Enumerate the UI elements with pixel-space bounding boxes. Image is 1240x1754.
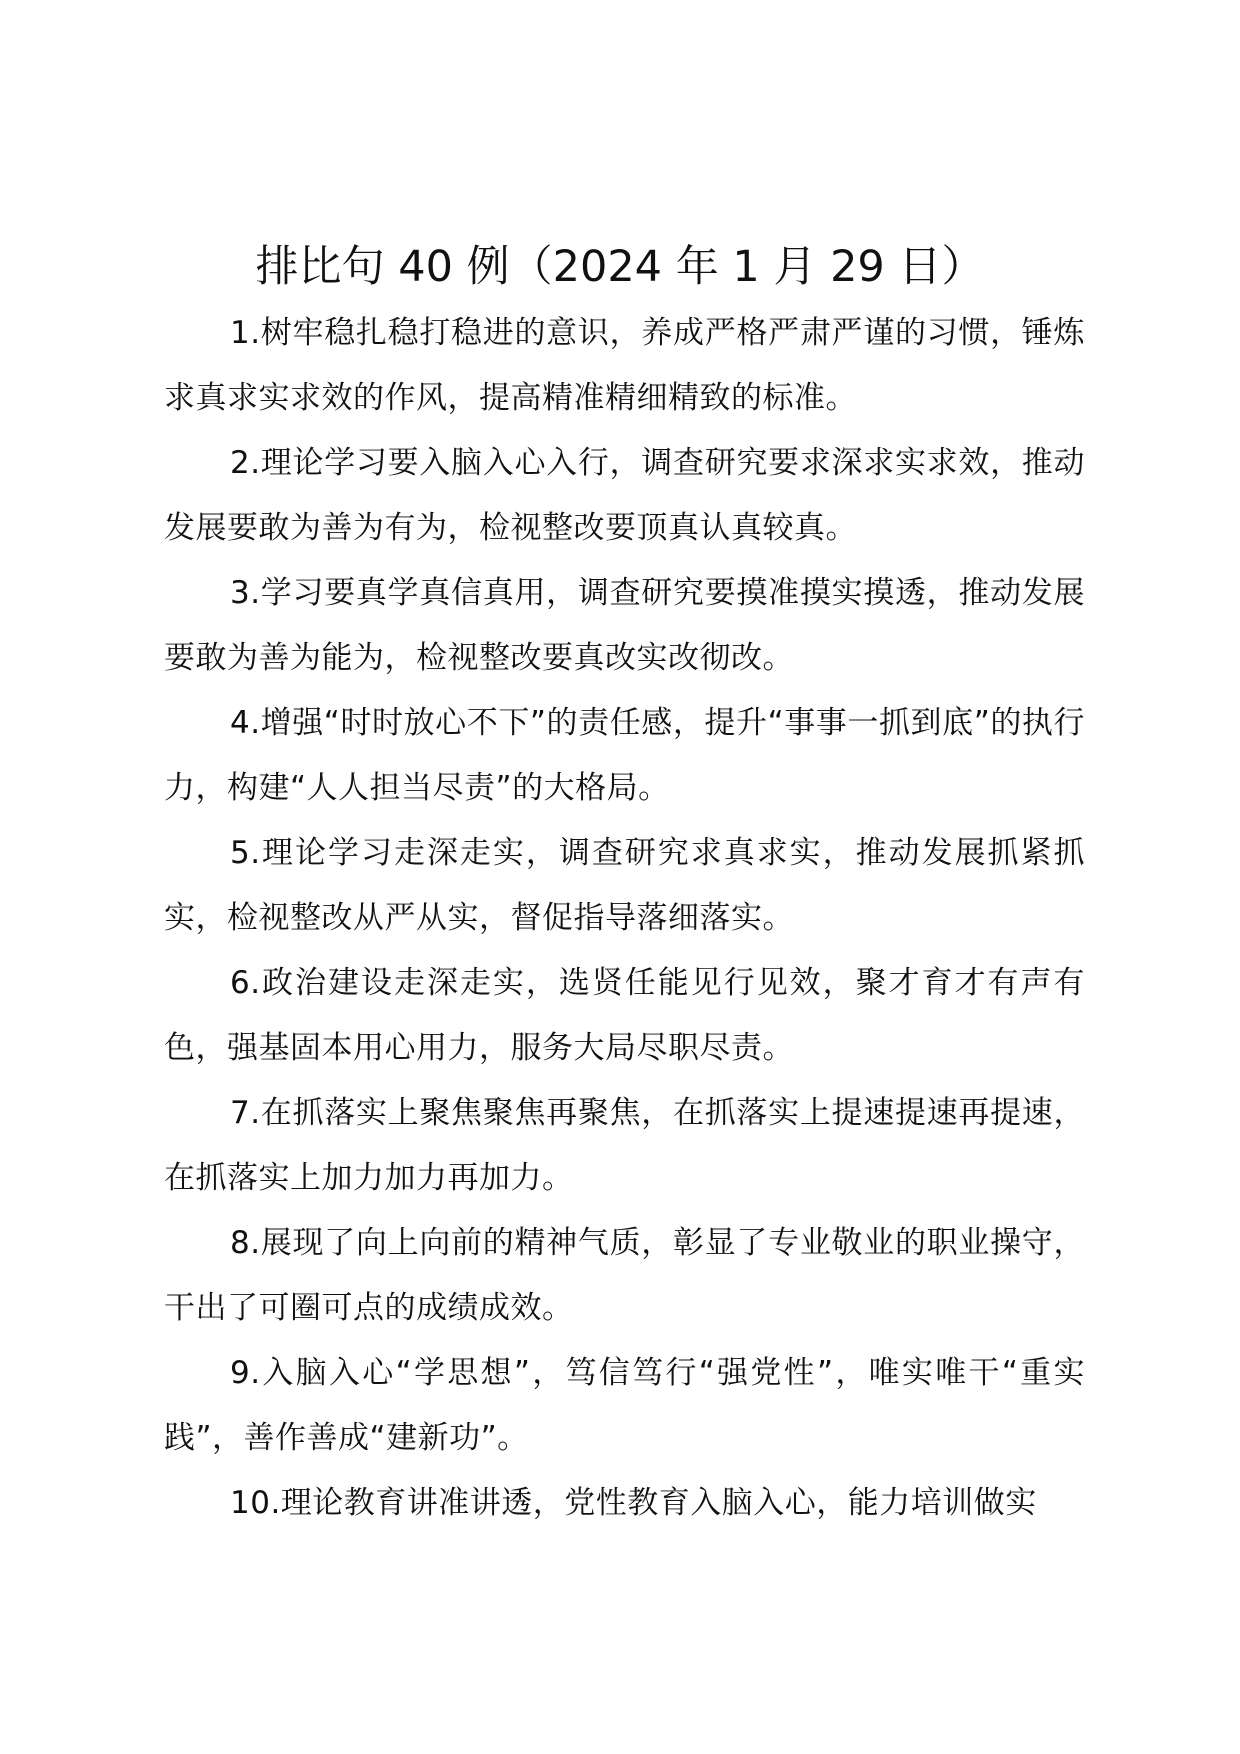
paragraph-7: 7.在抓落实上聚焦聚焦再聚焦，在抓落实上提速提速再提速，在抓落实上加力加力再加力。: [164, 1095, 1085, 1196]
document-body: [164, 301, 1085, 1536]
paragraph-1: 1.树牢稳扎稳打稳进的意识，养成严格严肃严谨的习惯，锤炼求真求实求效的作风，提高精准精细精致的标准。: [164, 315, 1085, 416]
paragraph-5: 5.理论学习走深走实，调查研究求真求实，推动发展抓紧抓实，检视整改从严从实，督促指导落细落实。: [164, 835, 1085, 936]
document-title: 排比句 40 例（2024 年 1 月 29 日）: [255, 242, 985, 292]
paragraph-4: 4.增强“时时放心不下”的责任感，提升“事事一抓到底”的执行力，构建“人人担当尽责”的大格局。: [164, 705, 1085, 806]
paragraph-8: 8.展现了向上向前的精神气质，彰显了专业敬业的职业操守，干出了可圈可点的成绩成效。: [164, 1225, 1085, 1326]
paragraph-3: 3.学习要真学真信真用，调查研究要摸准摸实摸透，推动发展要敢为善为能为，检视整改要真改实改彻改。: [164, 575, 1085, 676]
paragraph-6: 6.政治建设走深走实，选贤任能见行见效，聚才育才有声有色，强基固本用心用力，服务大局尽职尽责。: [164, 965, 1085, 1066]
paragraph-9: 9.入脑入心“学思想”，笃信笃行“强党性”，唯实唯干“重实践”，善作善成“建新功”。: [164, 1355, 1085, 1456]
paragraph-2: 2.理论学习要入脑入心入行，调查研究要求深求实求效，推动发展要敢为善为有为，检视整改要顶真认真较真。: [164, 445, 1085, 546]
paragraph-10: 10.理论教育讲准讲透，党性教育入脑入心，能力培训做实: [230, 1485, 1037, 1521]
